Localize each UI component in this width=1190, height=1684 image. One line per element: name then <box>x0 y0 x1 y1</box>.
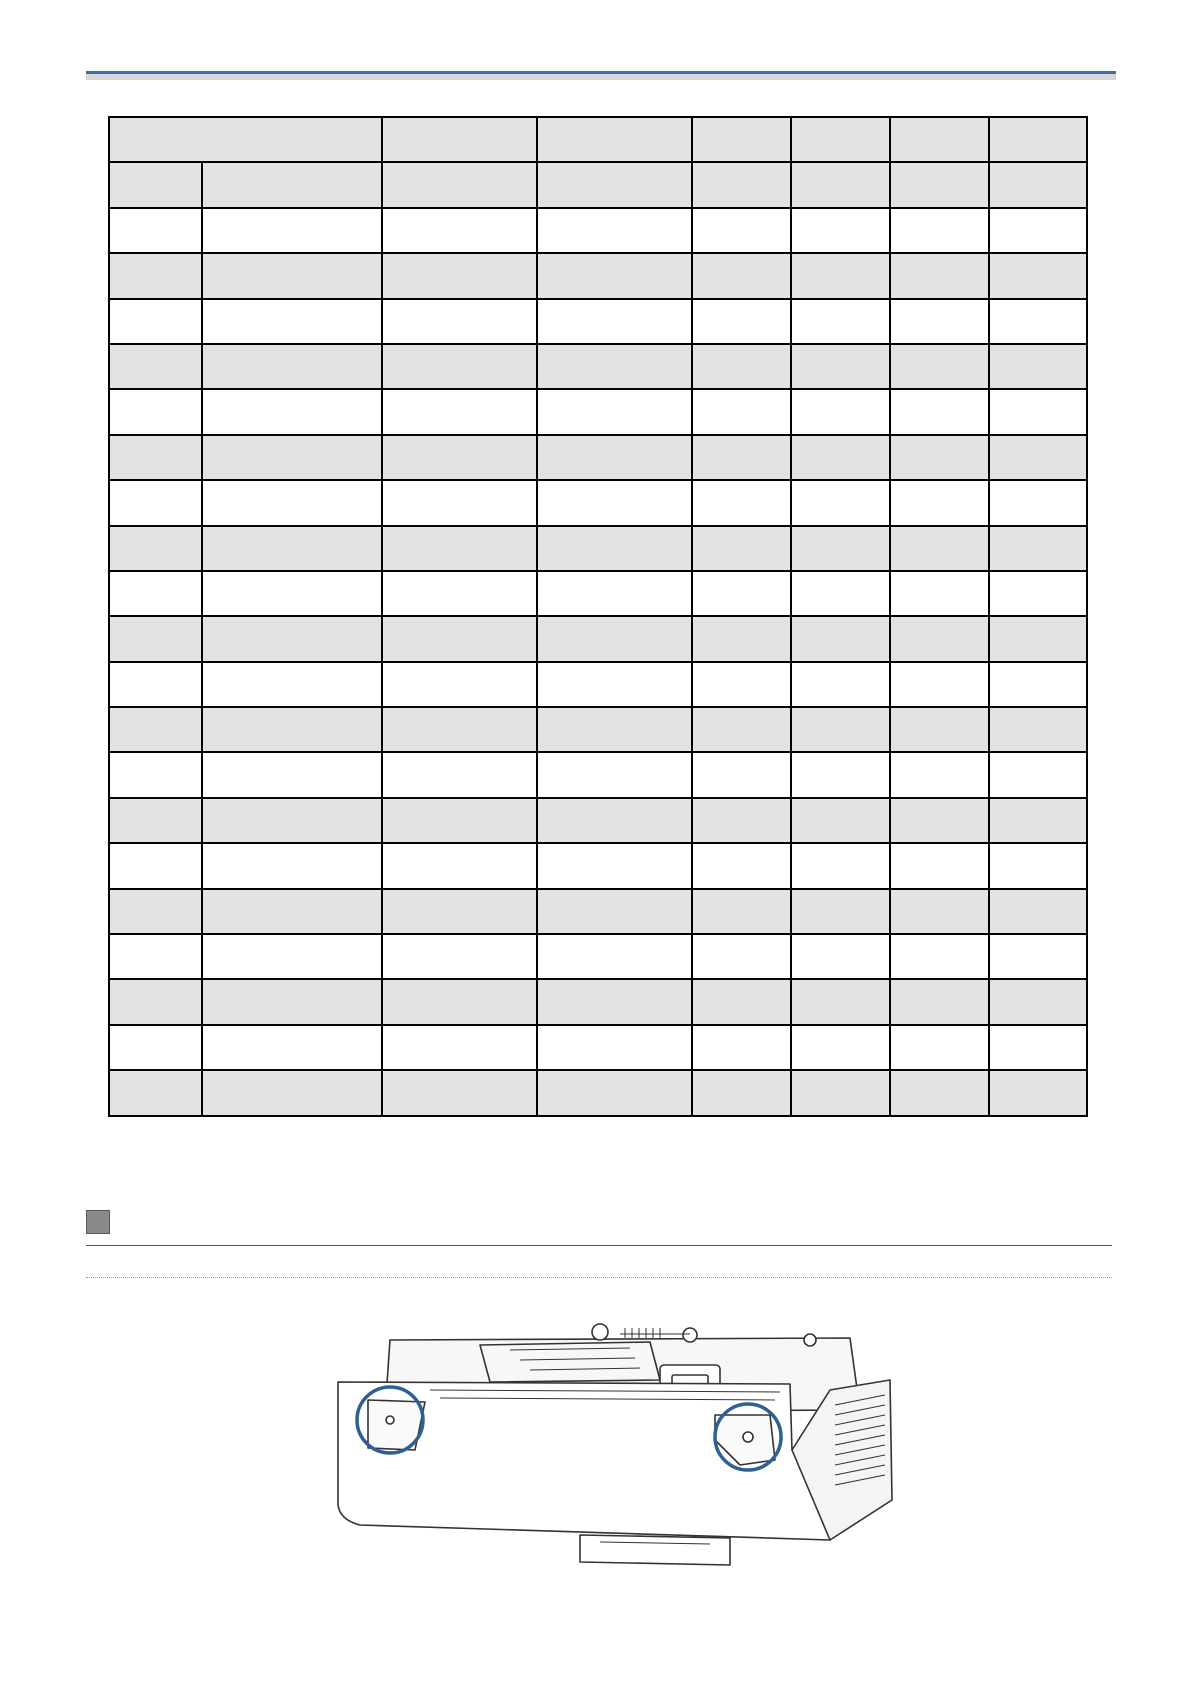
header-cell <box>537 117 692 162</box>
projector-illustration <box>330 1320 930 1620</box>
table-row <box>109 480 1087 525</box>
table-row <box>109 798 1087 843</box>
table-row <box>109 934 1087 979</box>
header-cell <box>109 117 382 162</box>
table-row <box>109 889 1087 934</box>
header-cell <box>791 117 890 162</box>
header-rule-shadow <box>86 74 1116 80</box>
table-row <box>109 253 1087 298</box>
table-row <box>109 616 1087 661</box>
header-cell <box>692 117 791 162</box>
table-row <box>109 162 1087 207</box>
table-row <box>109 435 1087 480</box>
dotted-divider <box>86 1277 1112 1278</box>
table-row <box>109 299 1087 344</box>
table-row <box>109 526 1087 571</box>
table-row <box>109 1070 1087 1115</box>
section-marker-icon <box>86 1210 110 1234</box>
table-row <box>109 1025 1087 1070</box>
table-row <box>109 662 1087 707</box>
table-row <box>109 979 1087 1024</box>
table-row <box>109 752 1087 797</box>
table-header-row <box>109 117 1087 162</box>
section-rule <box>86 1245 1112 1246</box>
header-cell <box>382 117 537 162</box>
header-cell <box>890 117 989 162</box>
table-row <box>109 344 1087 389</box>
table-row <box>109 208 1087 253</box>
table-row <box>109 707 1087 752</box>
table-row <box>109 389 1087 434</box>
header-cell <box>989 117 1087 162</box>
table-row <box>109 843 1087 888</box>
spec-table <box>108 116 1088 1117</box>
table-row <box>109 571 1087 616</box>
